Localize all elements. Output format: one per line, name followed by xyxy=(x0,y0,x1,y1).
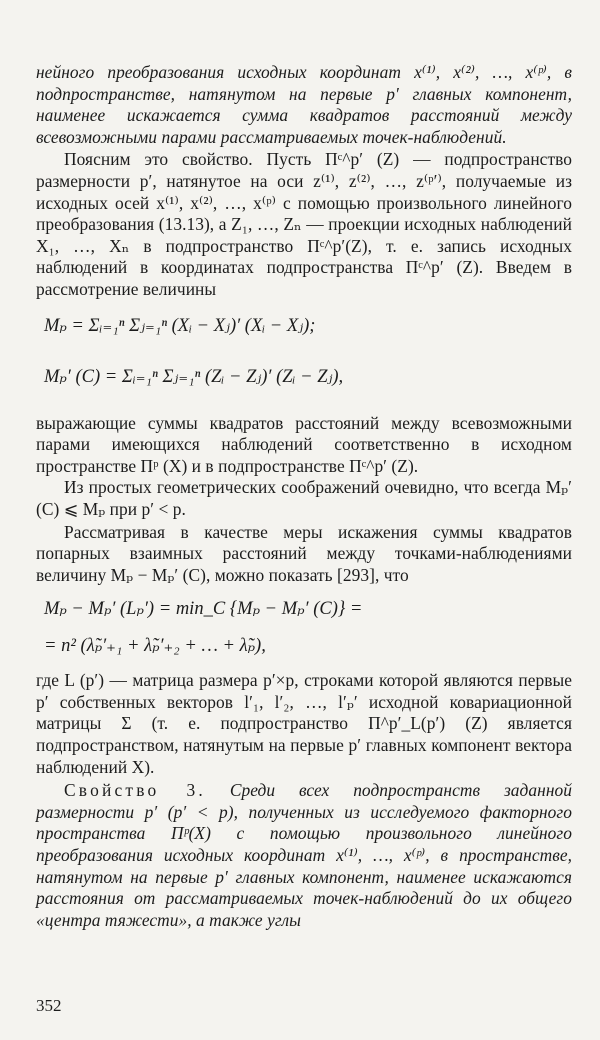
property-3-label: Свойство 3. xyxy=(64,780,206,801)
formula-m-p: Mₚ = Σᵢ₌₁ⁿ Σⱼ₌₁ⁿ (Xᵢ − Xⱼ)′ (Xᵢ − Xⱼ); xyxy=(44,315,316,336)
paragraph-distortion-measure: Рассматривая в качестве меры искажения суммы квадратов попарных взаимных расстояний между точками-наблюдениями величину Mₚ − Mₚ′ (C), можно показать [293], что xyxy=(36,521,572,585)
paragraph-property-3 xyxy=(36,780,572,931)
paragraph-sum-of-squares: выражающие суммы квадратов расстояний между всевозможными парами имеющихся наблюдений соответственно в исходном пространстве Πᵖ (X) и в подпространстве Πᶜ^p′ (Z). xyxy=(36,412,572,476)
formula-m-p-prime: Mₚ′ (C) = Σᵢ₌₁ⁿ Σⱼ₌₁ⁿ (Zᵢ − Zⱼ)′ (Zᵢ − Zⱼ), xyxy=(44,366,344,387)
formula-eigen-sum: = n² (λ̃ₚ′₊₁ + λ̃ₚ′₊₂ + … + λ̃ₚ), xyxy=(44,636,266,657)
paragraph-matrix-l: где L (p′) — матрица размера p′×p, строками которой являются первые p′ собственных векторов l′₁, l′₂, …, l′ₚ′ исходной ковариационной матрицы Σ (т. е. подпространство Π^p′_L(p′) (Z) является подпространством, натянутым на первые p′ главных компонент вектора наблюдений X). xyxy=(36,670,572,777)
paragraph-property-2-end: нейного преобразования исходных координат x⁽¹⁾, x⁽²⁾, …, x⁽ᵖ⁾, в подпространстве, натянутом на первые p′ главных компонент, наименее искажается сумма квадратов расстояний между всевозможными парами рассматриваемых точек-наблюдений. xyxy=(36,62,572,147)
property-3-text: Среди всех подпространств заданной размерности p′ (p′ < p), полученных из исследуемого факторного пространства Πᵖ(X) с помощью произвольного линейного преобразования исходных координат x⁽¹⁾, …, x⁽ᵖ⁾, в пространстве, натянутом на первые p′ главных компонент, наименее искажаются расстояния от рассматриваемых точек-наблюдений до их общего «центра тяжести», а также углы xyxy=(36,780,572,930)
paragraph-explanation: Поясним это свойство. Пусть Πᶜ^p′ (Z) — подпространство размерности p′, натянутое на оси z⁽¹⁾, z⁽²⁾, …, z⁽ᵖ′⁾, получаемые из исходных осей x⁽¹⁾, x⁽²⁾, …, x⁽ᵖ⁾ с помощью произвольного линейного преобразования (13.13), а Z₁, …, Zₙ — проекции исходных наблюдений X₁, …, Xₙ в подпространство Πᶜ^p′(Z), т. е. запись исходных наблюдений в координатах подпространства Πᶜ^p′ (Z). Введем в рассмотрение величины xyxy=(36,149,572,299)
formula-min: Mₚ − Mₚ′ (Lₚ′) = min_C {Mₚ − Mₚ′ (C)} = xyxy=(44,599,363,620)
page-number: 352 xyxy=(36,996,62,1015)
paragraph-inequality: Из простых геометрических соображений очевидно, что всегда Mₚ′ (C) ⩽ Mₚ при p′ < p. xyxy=(36,477,572,519)
